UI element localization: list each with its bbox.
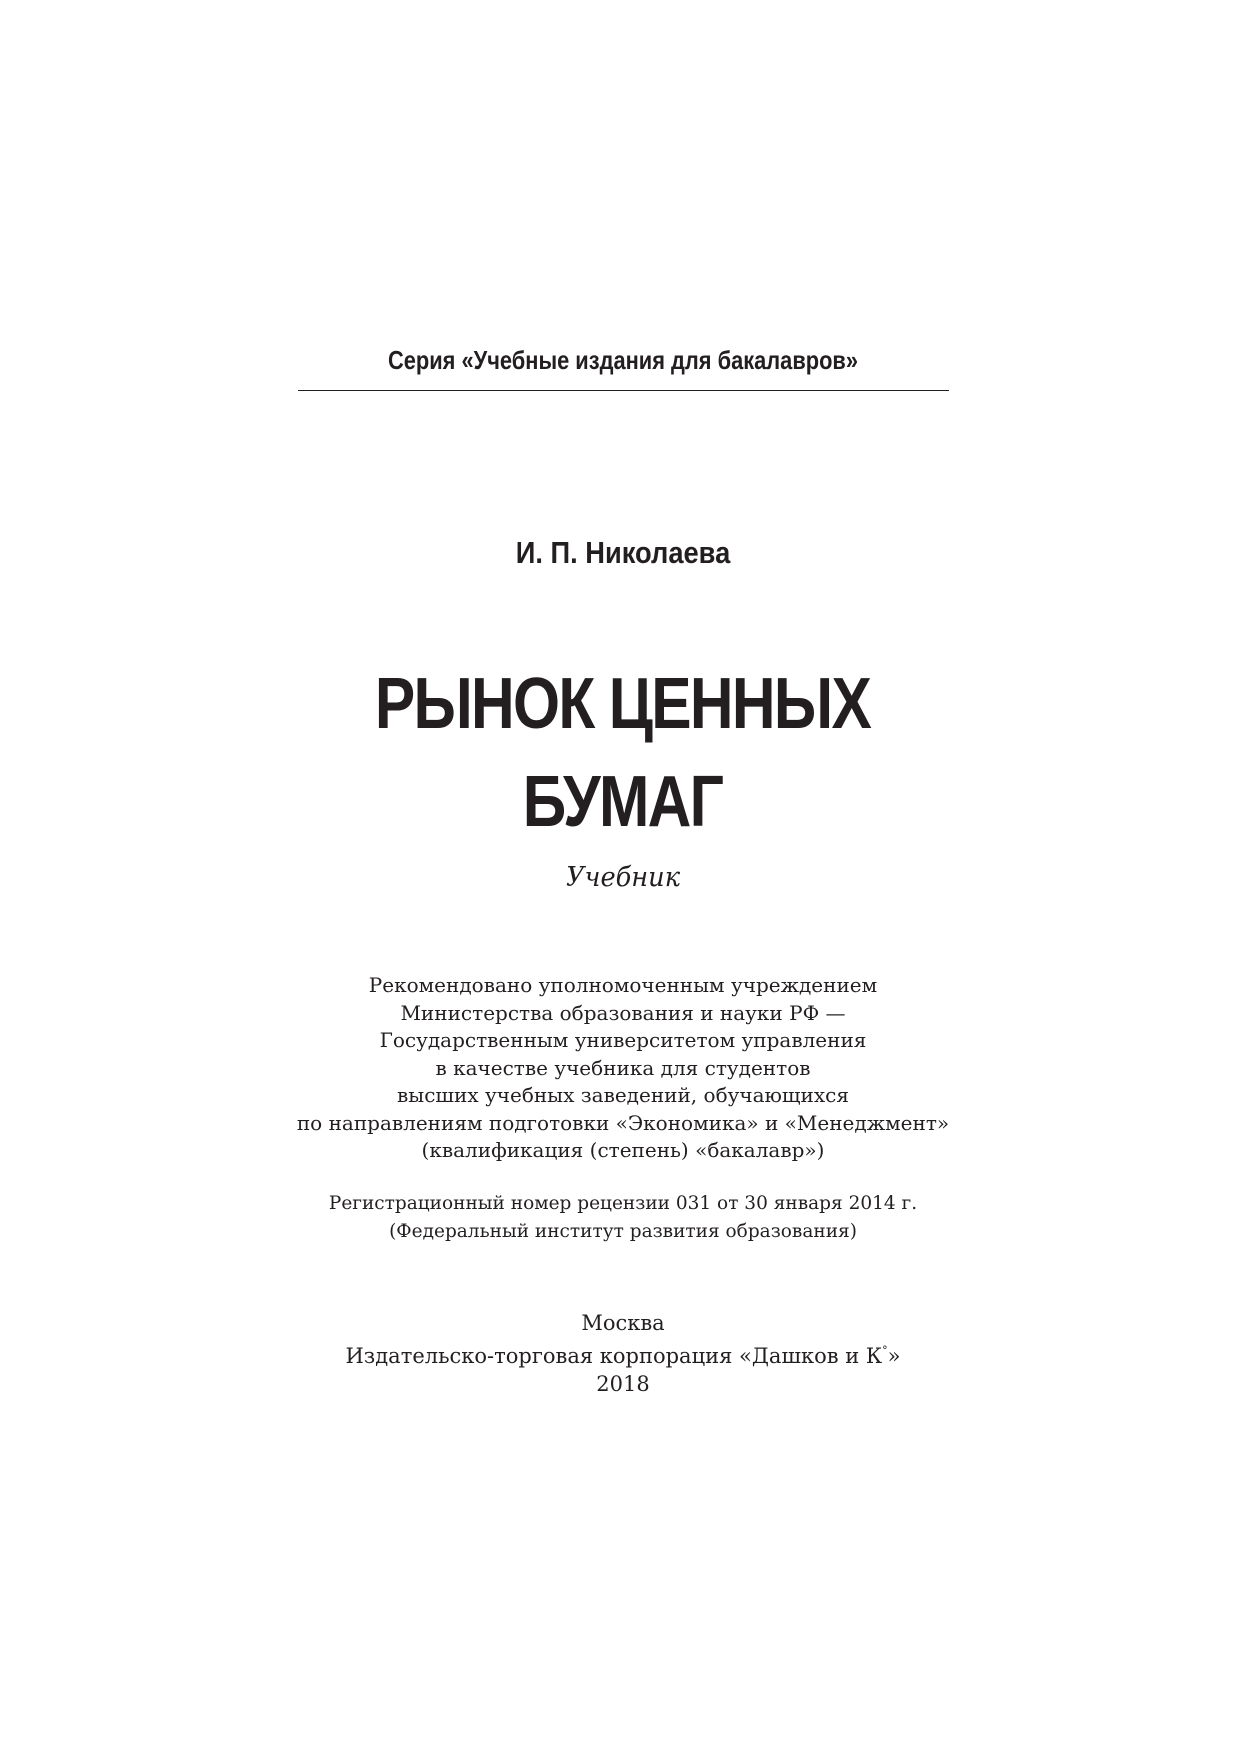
recommendation-line: Государственным университетом управления [379,1028,867,1052]
book-subtitle: Учебник [565,862,681,893]
author-name: И. П. Николаева [515,535,731,570]
recommendation-line: по направлениям подготовки «Экономика» и «Менеджмент» [296,1110,950,1135]
series-title: Серия «Учебные издания для бакалавров» [387,345,859,375]
recommendation-line: в качестве учебника для студентов [435,1055,811,1080]
imprint-year: 2018 [596,1372,650,1396]
imprint-publisher [240,1337,1006,1370]
book-title-line-2: БУМАГ [522,762,723,842]
recommendation-line: Министерства образования и науки РФ — [400,1000,846,1025]
series-divider [298,390,949,391]
imprint-city: Москва [581,1311,665,1335]
recommendation-line: (квалификация (степень) «бакалавр») [421,1138,825,1162]
degree-mark: ° [882,1344,888,1357]
registration-block [240,1190,1006,1245]
publisher-name: Издательско-торговая корпорация «Дашков и К [345,1344,883,1368]
book-title [318,655,927,851]
recommendation-block [240,972,1006,1165]
registration-line: (Федеральный институт развития образования) [389,1220,857,1242]
recommendation-line: Рекомендовано уполномоченным учреждением [368,973,878,997]
imprint-block [240,1309,1006,1398]
recommendation-line: высших учебных заведений, обучающихся [397,1083,849,1107]
book-title-line-1: РЫНОК ЦЕННЫХ [374,664,871,744]
publisher-closing-quote: » [887,1344,901,1368]
registration-line: Регистрационный номер рецензии 031 от 30 января 2014 г. [328,1193,918,1214]
